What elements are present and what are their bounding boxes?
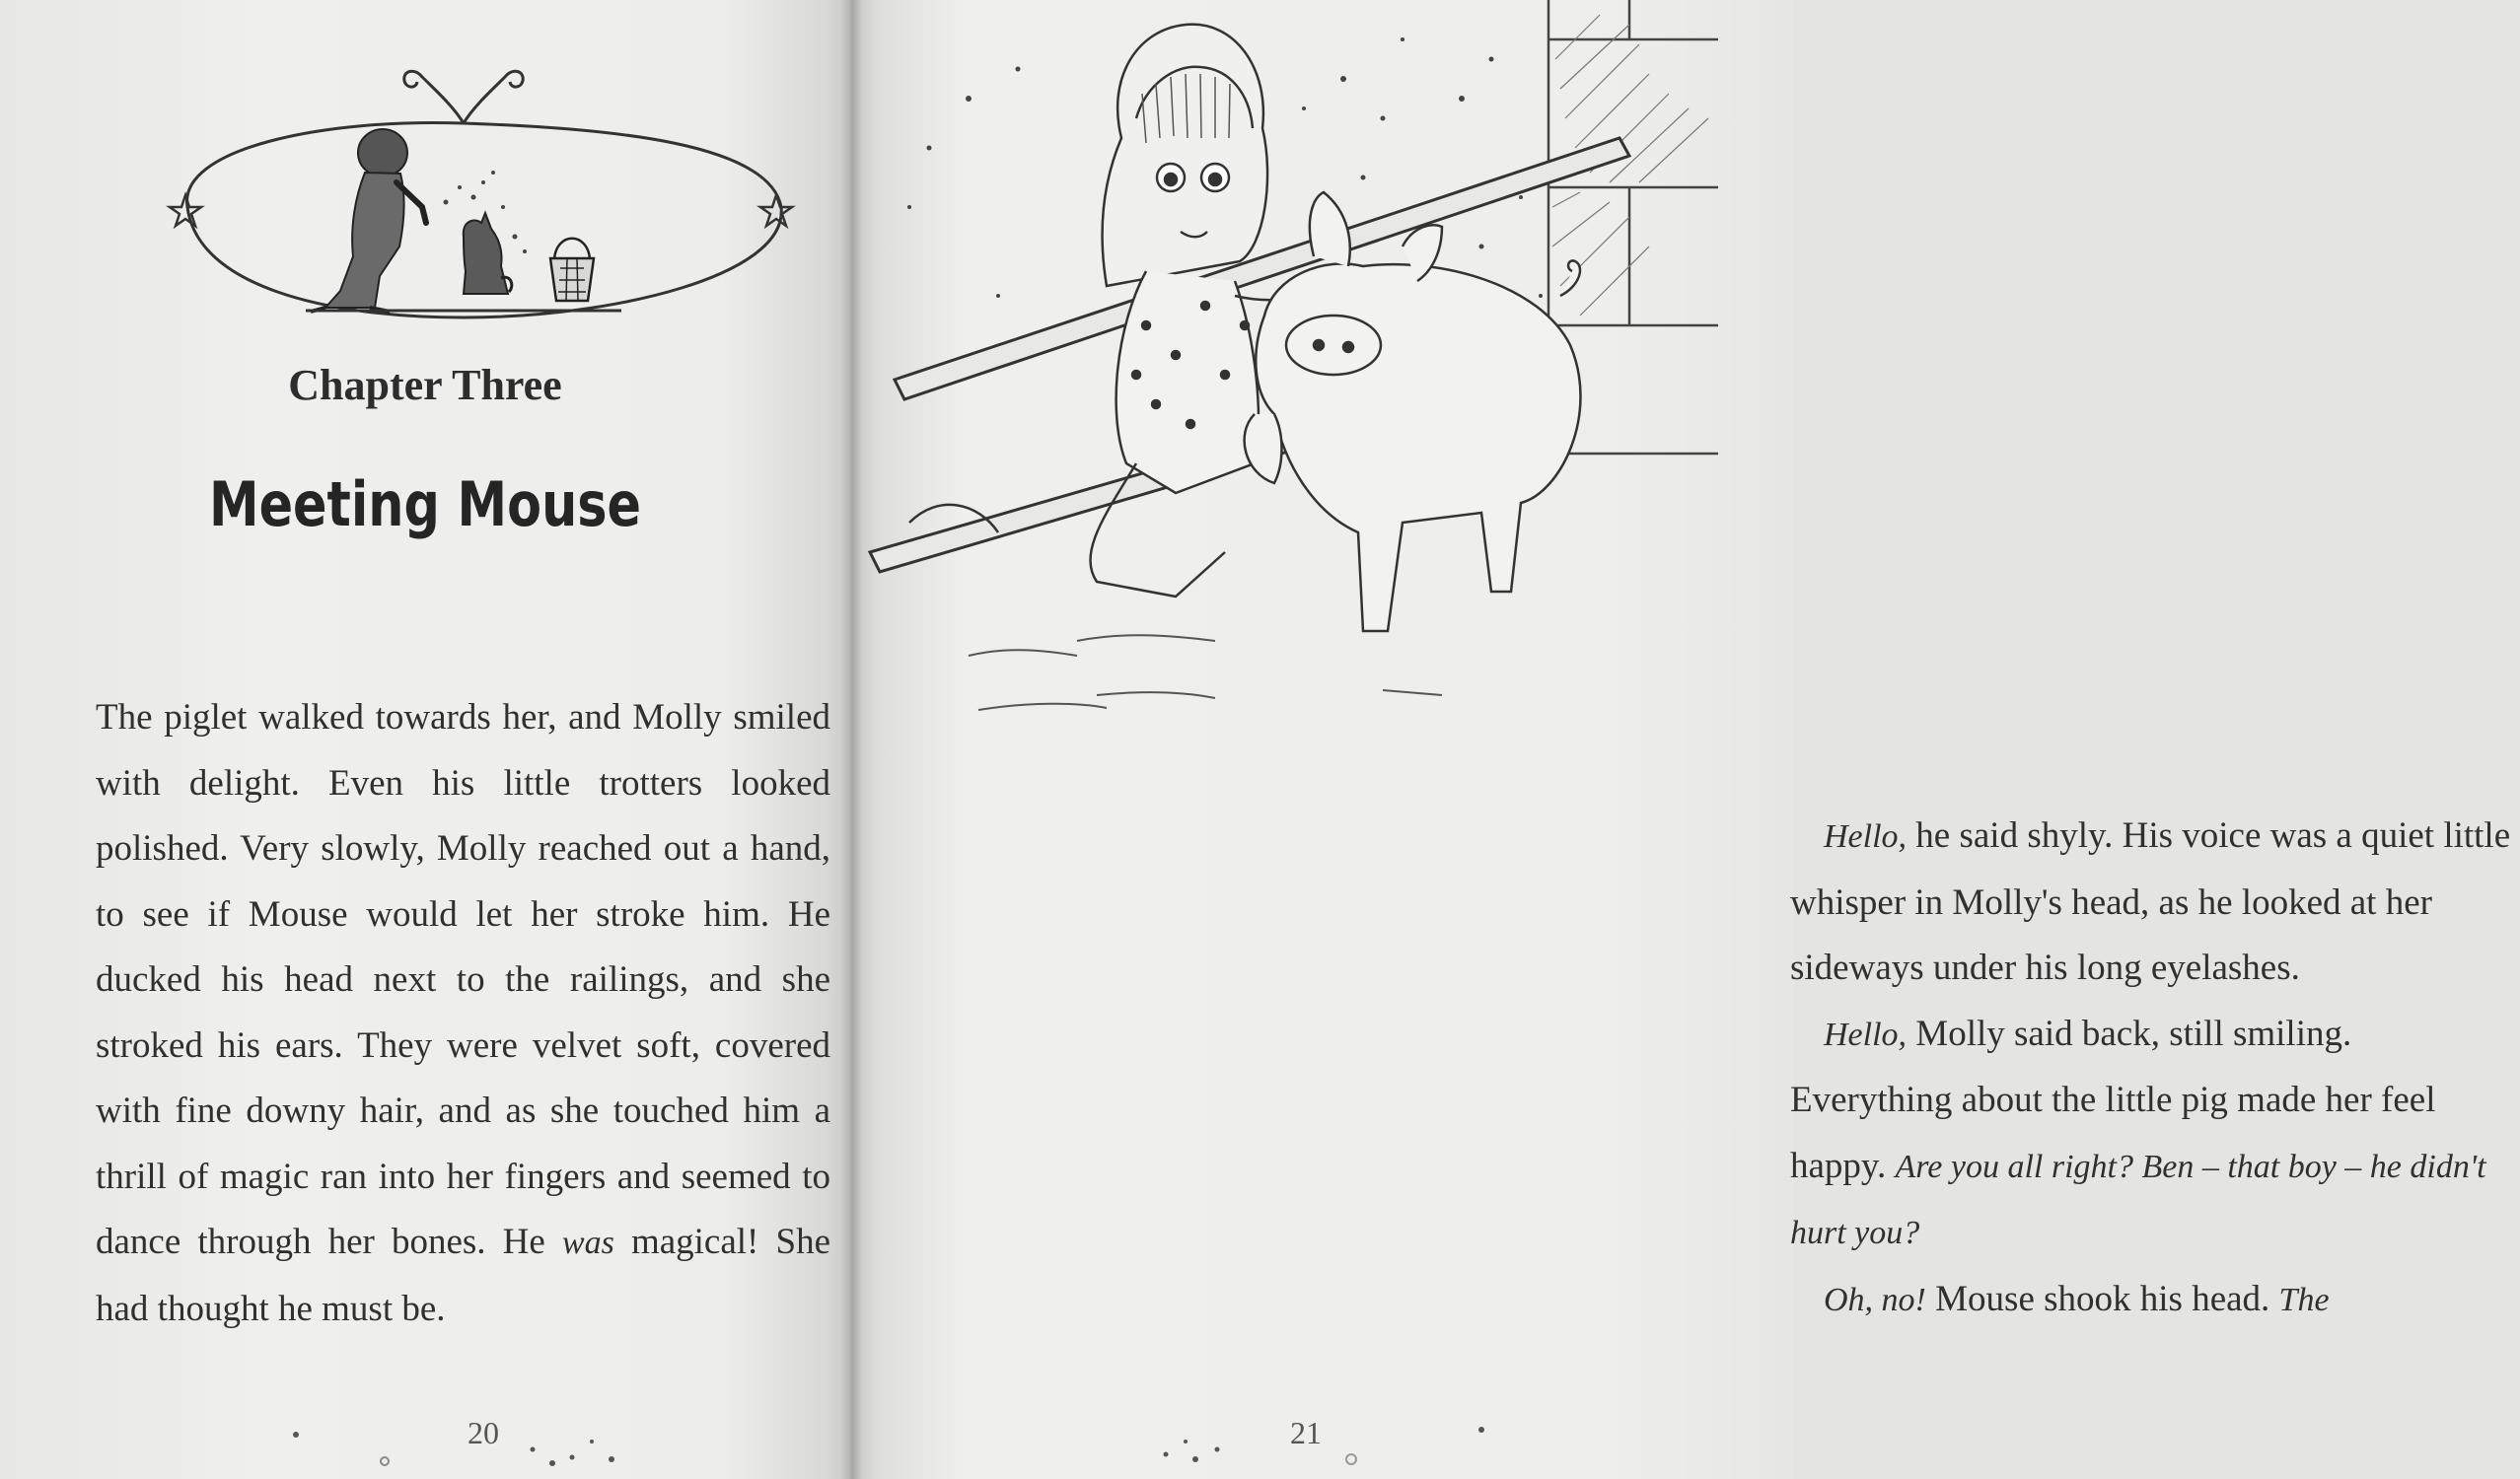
emphasis-text: Hello, [1824, 1016, 1908, 1053]
page-number: 21 [1290, 1415, 1322, 1450]
chapter-title: Meeting Mouse [208, 468, 642, 540]
left-page [0, 0, 850, 1479]
page-number: 20 [468, 1415, 499, 1450]
paragraph-text: Mouse shook his head. [1925, 1278, 2279, 1319]
chapter-label: Chapter Three [288, 361, 562, 409]
emphasis-text: The [2278, 1281, 2330, 1318]
emphasis-text: was [561, 1225, 614, 1261]
emphasis-text: Hello, [1824, 818, 1908, 855]
paragraph-text: The piglet walked towards her, and Molly smiled with delight. Even his little trotters looked polished. Very slowly, Molly reached out a hand, to see if Mouse would let her stroke him. He ducked his head next to the railings, and she stroked his ears. They were velvet soft, covered with fine downy hair, and as she touched him a thrill of magic ran into her fingers and seemed to dance through her bones. He [96, 697, 830, 1262]
paragraph-text: magical! She had thought he must be. [96, 1222, 830, 1329]
page-sparkles-left [0, 0, 850, 1479]
page-sparkles-right [850, 0, 1794, 1479]
paragraph-text: Molly said back, still smiling. Everything about the little pig made her feel happy. [1790, 1013, 2436, 1186]
paragraph [1790, 804, 2520, 1002]
paragraph [1790, 1267, 2520, 1334]
paragraph-text: he said shyly. His voice was a quiet little whisper in Molly's head, as he looked at her sideways under his long eyelashes. [1790, 815, 2511, 988]
emphasis-text: Oh, no! [1824, 1281, 1926, 1318]
right-page [850, 0, 2511, 1479]
paragraph [1790, 1002, 2520, 1267]
emphasis-text: Are you all right? Ben – that boy – he didn't hurt you? [1790, 1148, 2486, 1251]
right-page-body [1790, 804, 2520, 1333]
book-gutter [840, 0, 862, 1479]
